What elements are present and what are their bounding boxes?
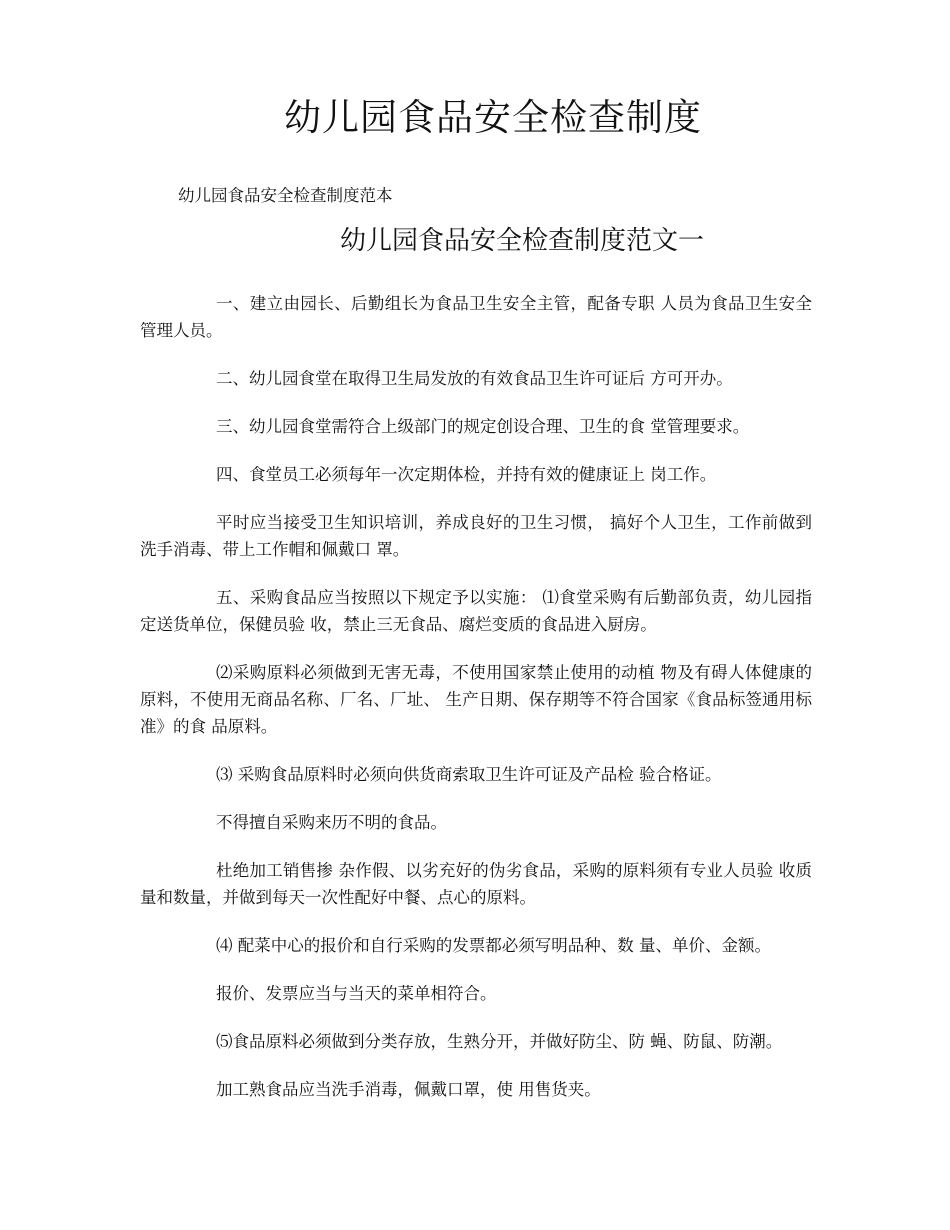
paragraph: 杜绝加工销售掺 杂作假、以劣充好的伪劣食品，采购的原料须有专业人员验 收质量和数量，并做到每天一次性配好中餐、点心的原料。 <box>140 861 812 907</box>
document-subtitle-small: 幼儿园食品安全检查制度范本 <box>178 186 393 205</box>
paragraph: 四、食堂员工必须每年一次定期体检，并持有效的健康证上 岗工作。 <box>216 465 717 484</box>
paragraph: ⑵采购原料必须做到无害无毒，不使用国家禁止使用的动植 物及有碍人体健康的原料，不使用无商品名称、厂名、厂址、 生产日期、保存期等不符合国家《食品标签通用标准》的食 品原料。 <box>140 663 812 736</box>
paragraph: ⑸食品原料必须做到分类存放，生熟分开，并做好防尘、防 蝇、防鼠、防潮。 <box>216 1032 783 1051</box>
paragraph: 平时应当接受卫生知识培训，养成良好的卫生习惯， 搞好个人卫生，工作前做到洗手消毒、带上工作帽和佩戴口 罩。 <box>140 513 812 559</box>
document-body <box>140 290 812 1124</box>
paragraph: 不得擅自采购来历不明的食品。 <box>216 813 447 832</box>
paragraph: ⑷ 配菜中心的报价和自行采购的发票都必须写明品种、数 量、单价、金额。 <box>216 936 771 955</box>
paragraph: ⑶ 采购食品原料时必须向供货商索取卫生许可证及产品检 验合格证。 <box>216 765 722 784</box>
paragraph: 加工熟食品应当洗手消毒，佩戴口罩，使 用售货夹。 <box>216 1080 601 1099</box>
paragraph: 五、采购食品应当按照以下规定予以实施： ⑴食堂采购有后勤部负责，幼儿园指定送货单位，保健员验 收，禁止三无食品、腐烂变质的食品进入厨房。 <box>140 588 812 634</box>
paragraph: 报价、发票应当与当天的菜单相符合。 <box>216 984 497 1003</box>
paragraph: 三、幼儿园食堂需符合上级部门的规定创设合理、卫生的食 堂管理要求。 <box>216 417 750 436</box>
paragraph: 二、幼儿园食堂在取得卫生局发放的有效食品卫生许可证后 方可开办。 <box>216 369 733 388</box>
document-subtitle-large: 幼儿园食品安全检查制度范文一 <box>339 226 704 256</box>
document-title: 幼儿园食品安全检查制度 <box>284 96 702 139</box>
paragraph: 一、建立由园长、后勤组长为食品卫生安全主管，配备专职 人员为食品卫生安全管理人员。 <box>140 294 812 340</box>
